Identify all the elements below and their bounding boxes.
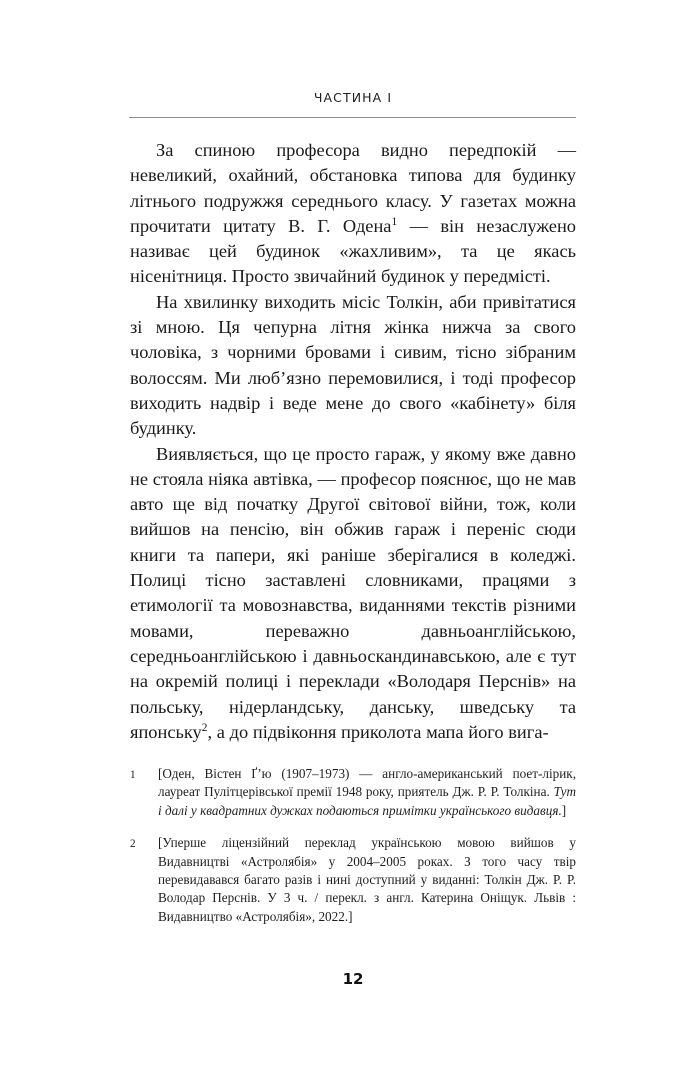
paragraph-1-text-after-marker: — він незаслужено називає цей будинок «жахливим», та це якась нісенітниця. Просто звичайний будинок у передмісті. [130,215,576,287]
footnote-2-text [158,835,576,924]
header-rule [129,117,576,118]
footnote-1-text-italic: Тут і далі у квадратних дужках подаються примітки українського видавця. [158,784,576,818]
paragraph-1-text-before-marker: За спиною професора видно передпокій — невеликий, охайний, обстановка типова для будинку літнього подружжя середнього класу. У газетах можна прочитати цитату В. Г. Одена [130,140,576,236]
footnote-2-number: 2 [130,838,136,851]
footnotes-block [130,765,576,926]
footnote-1 [130,765,576,820]
paragraph-3 [130,442,576,746]
body-text-column [130,138,576,745]
footnote-2 [130,834,576,926]
paragraph-2: На хвилинку виходить місіс Толкін, аби привітатися зі мною. Ця чепурна літня жінка нижча за свого чоловіка, з чорними бровами і сивим, тісно зібраним волоссям. Ми люб’язно перемовилися, і тоді професор виходить надвір і веде мене до свого «кабінету» біля будинку. [130,291,576,439]
footnote-ref-1[interactable]: 1 [391,215,398,228]
footnote-ref-2[interactable]: 2 [201,721,208,734]
footnote-2-text-part1: [Уперше ліцензійний переклад українською мовою вийшов у Видавництві «Астролябія» у 2004–2005 роках. З того часу твір перевидавався багато разів і нині доступний у виданні: Толкін Дж. Р. Р. Володар Перснів. У 3 ч. / перекл. з англ. Катерина Оніщук. Львів : Видавництво «Астролябія», 2022.] [158,835,576,924]
footnote-1-text-part1: [Оден, Вістен Ґ’ю (1907–1973) — англо-американський поет-лірик, лауреат Пулітцерівської премії 1948 року, приятель Дж. Р. Р. Толкіна. [158,766,576,800]
page-number: 12 [342,970,364,988]
footnote-1-text [158,766,576,818]
paragraph-3-text-after-marker: , а до підвіконня приколота мапа його вига- [207,721,549,742]
running-head: ЧАСТИНА I [313,90,393,105]
footnote-1-number: 1 [130,769,136,781]
paragraph-3-text-before-marker: Виявляється, що це просто гараж, у якому вже давно не стояла ніяка автівка, — професор пояснює, що не мав авто ще від початку Другої світової війни, тож, коли вийшов на пенсію, він обжив гараж і переніс сюди книги та папери, які раніше зберігалися в коледжі. Полиці тісно заставлені словниками, працями з етимології та мовознавства, виданнями текстів різними мовами, переважно давньоанглійською, середньоанглійською і давньоскандинавською, але є тут на окремій полиці і переклади «Володаря Перснів» на польську, нідерландську, данську, шведську та японську [130,443,576,742]
paragraph-1 [130,138,576,290]
footnote-1-text-part2: ] [561,802,567,818]
